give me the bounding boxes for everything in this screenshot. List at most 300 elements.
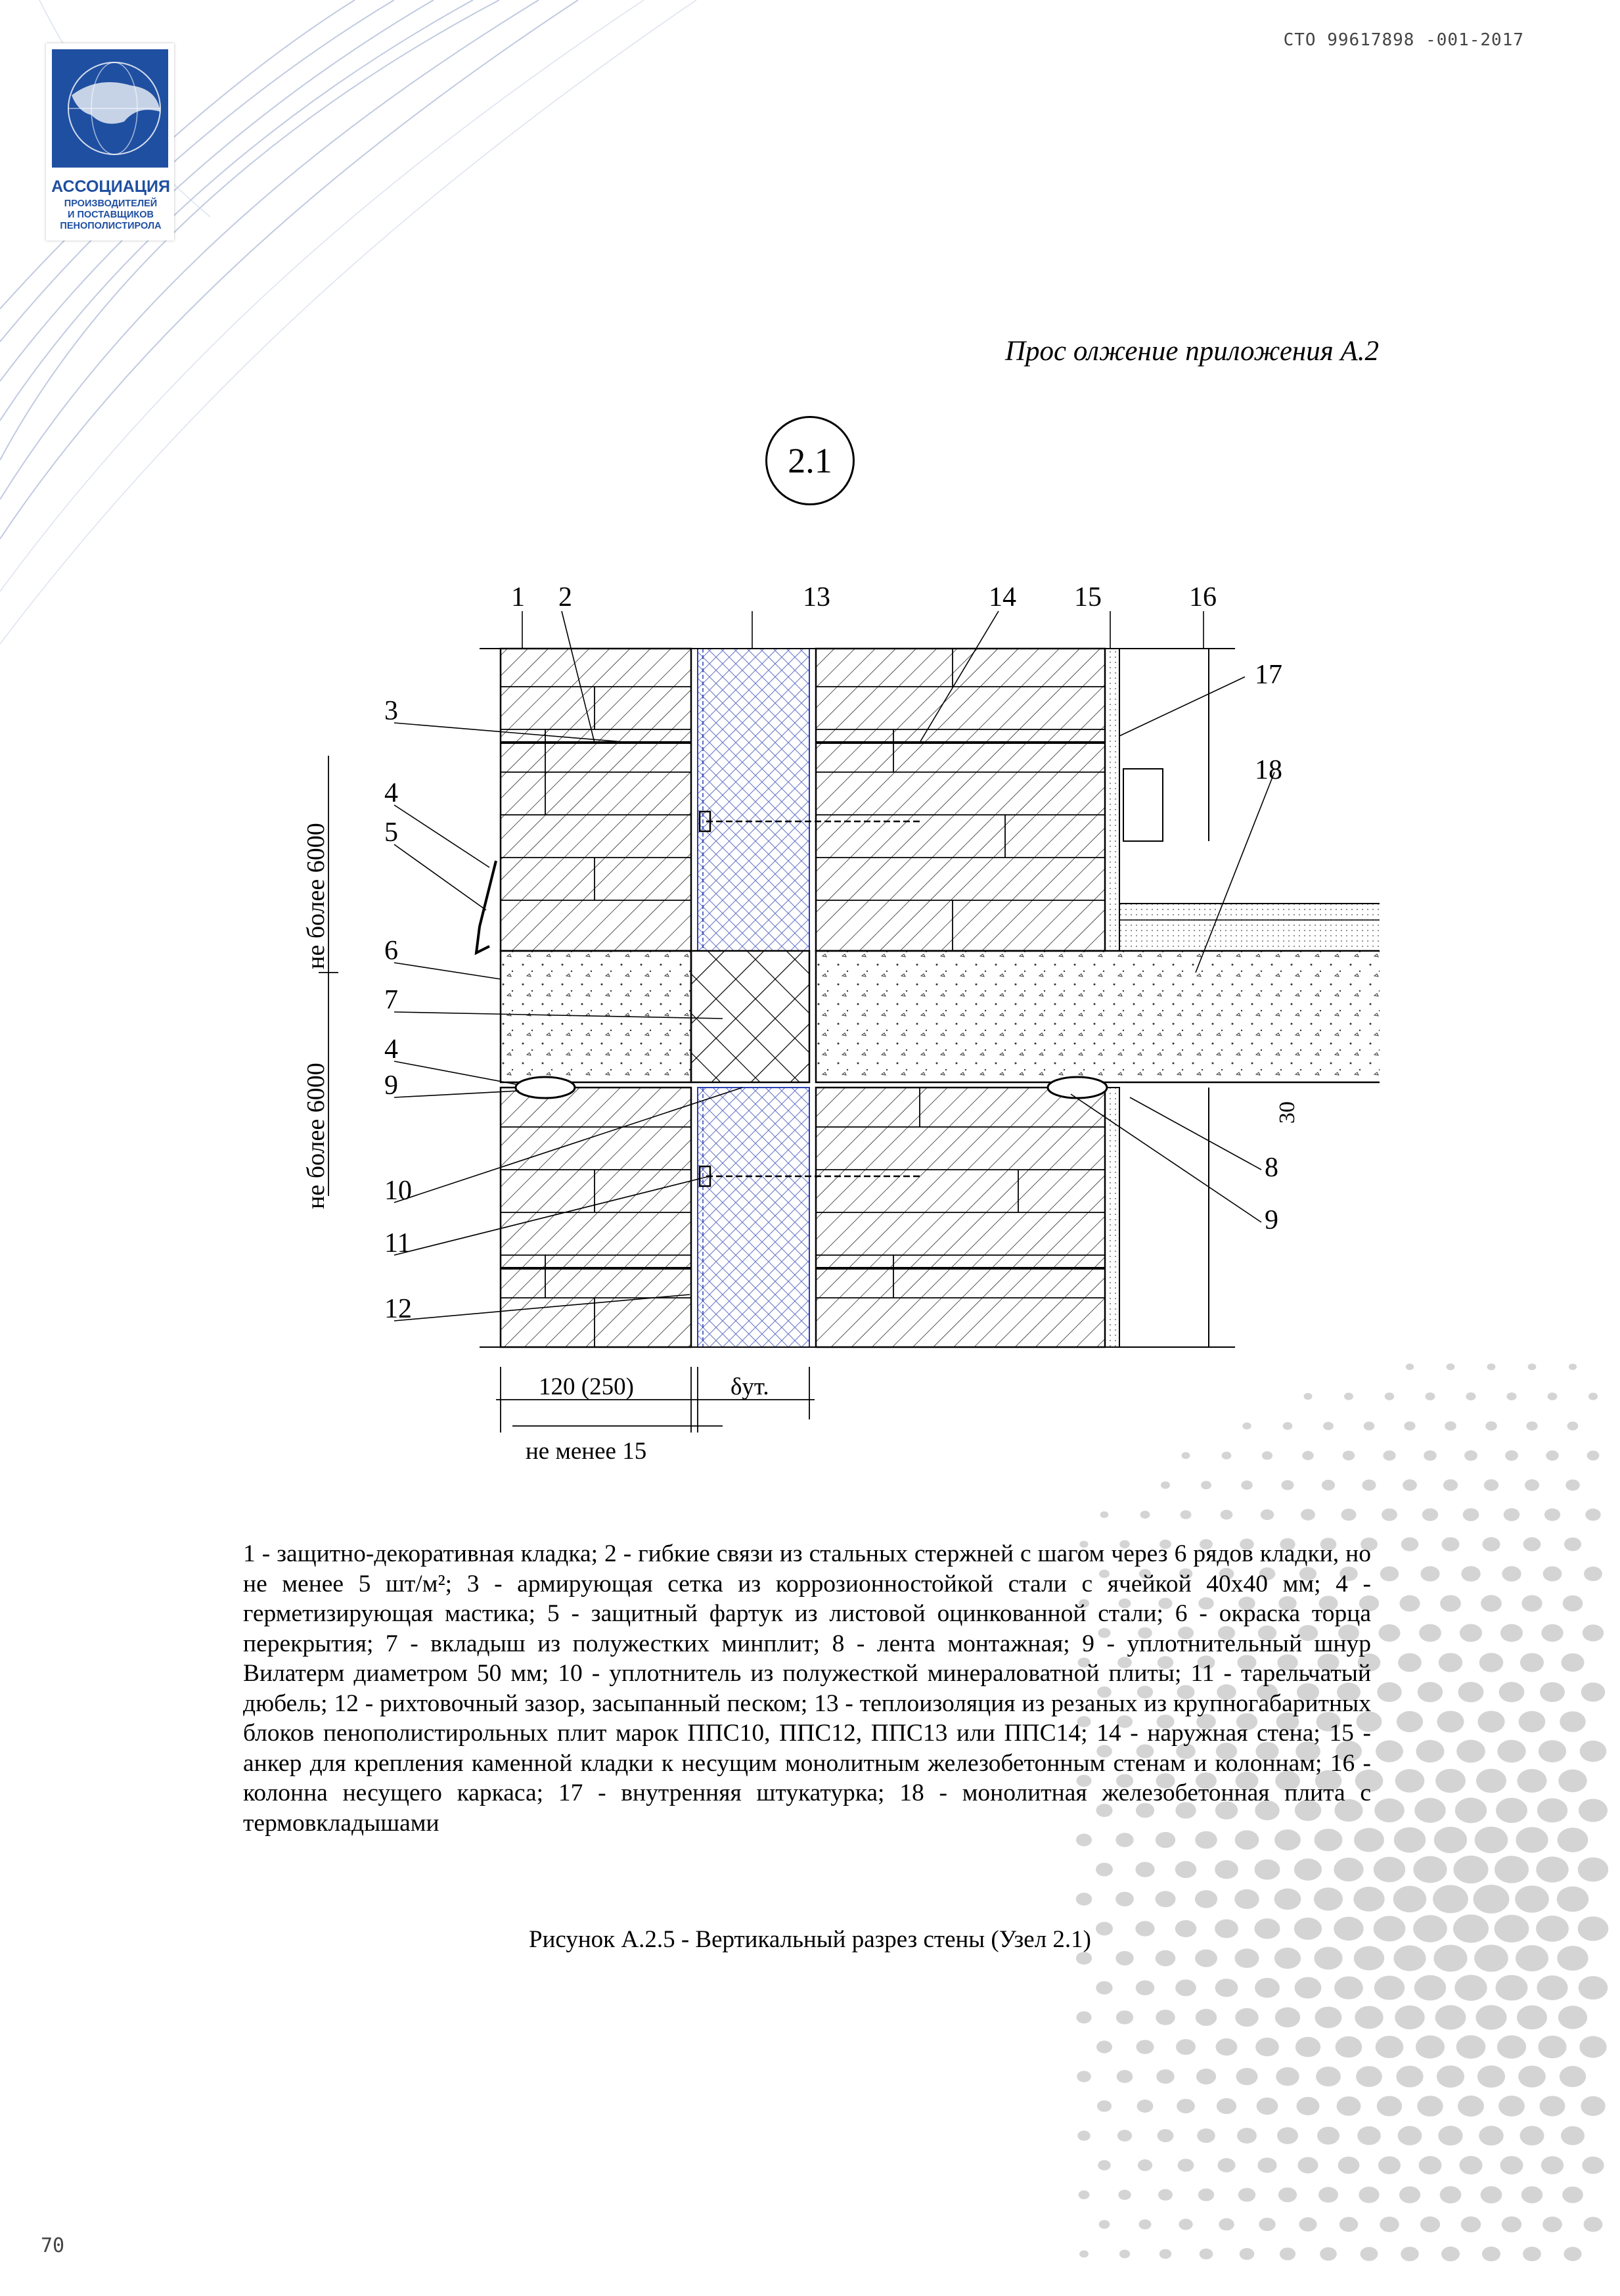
- decor-dot: [1463, 1508, 1479, 1521]
- decor-dot: [1257, 2157, 1276, 2172]
- decor-dot: [1383, 1450, 1395, 1460]
- decor-dot: [1546, 1450, 1558, 1461]
- decor-dot: [1322, 1480, 1335, 1490]
- decor-dot: [1355, 2006, 1383, 2029]
- page-number: 70: [41, 2234, 65, 2257]
- callout-14: 14: [989, 582, 1016, 612]
- decor-dot: [1117, 2130, 1132, 2142]
- decor-dot: [1537, 1798, 1567, 1822]
- dim-masonry: 120 (250): [539, 1373, 634, 1400]
- decor-dot: [1401, 2247, 1419, 2261]
- decor-dot: [1097, 2100, 1112, 2112]
- decor-dot: [1200, 2249, 1213, 2259]
- seal-cord-icon: [1048, 1077, 1107, 1098]
- decor-dot: [1541, 2156, 1564, 2174]
- decor-dot: [1099, 2220, 1110, 2228]
- decor-dot: [1261, 1509, 1274, 1520]
- decor-dot: [1519, 1711, 1546, 1733]
- decor-dot: [1337, 2096, 1361, 2116]
- dim-30: 30: [1275, 1101, 1299, 1124]
- decor-dot: [1301, 1509, 1315, 1520]
- decor-dot: [1195, 1890, 1217, 1908]
- decor-dot: [1560, 1711, 1585, 1732]
- logo-title: АССОЦИАЦИЯ: [51, 177, 170, 196]
- decor-dot: [1140, 1511, 1150, 1519]
- skirting: [1123, 769, 1163, 841]
- decor-dot: [1399, 2186, 1420, 2203]
- node-label: 2.1: [765, 416, 855, 505]
- decor-dot: [1557, 1887, 1588, 1912]
- decor-dot: [1442, 1537, 1460, 1551]
- decor-dot: [1236, 2068, 1258, 2085]
- decor-dot: [1538, 2036, 1566, 2059]
- callout-6: 6: [384, 936, 398, 966]
- inner-plaster: [1105, 649, 1119, 951]
- decor-dot: [1274, 1889, 1301, 1910]
- wall-section-drawing: [263, 545, 1380, 1479]
- decor-dot: [1179, 2218, 1192, 2230]
- decor-dot: [1505, 1450, 1518, 1461]
- decor-dot: [1581, 1682, 1606, 1701]
- decor-dot: [1517, 2006, 1547, 2030]
- decor-dot: [1336, 2036, 1362, 2058]
- decor-dot: [1136, 1981, 1155, 1996]
- decor-dot: [1175, 1979, 1196, 1996]
- decor-dot: [1543, 1566, 1562, 1581]
- decor-dot: [1561, 2126, 1585, 2146]
- decor-dot: [1119, 2249, 1130, 2258]
- decor-dot: [1398, 1653, 1422, 1672]
- decor-dot: [1502, 1566, 1521, 1581]
- callout-10: 10: [384, 1176, 412, 1206]
- decor-dot: [1497, 1740, 1525, 1763]
- decor-dot: [1416, 2035, 1445, 2058]
- decor-dot: [1115, 1892, 1134, 1906]
- decor-dot: [1399, 1596, 1420, 1612]
- decor-dot: [1565, 1479, 1579, 1490]
- decor-dot: [1397, 1711, 1423, 1732]
- decor-dot: [1201, 1481, 1211, 1490]
- decor-dot: [1498, 2096, 1525, 2117]
- decor-dot: [1401, 1537, 1419, 1551]
- callout-15: 15: [1074, 582, 1102, 612]
- decor-dot: [1526, 1421, 1537, 1431]
- decor-dot: [1116, 2010, 1133, 2024]
- decor-dot: [1377, 1682, 1401, 1702]
- decor-dot: [1096, 1863, 1113, 1877]
- decor-dot: [1579, 1976, 1608, 2000]
- figure-caption: Рисунок А.2.5 - Вертикальный разрез стены (Узел 2.1): [529, 1926, 1091, 1953]
- decor-dot: [1419, 1624, 1441, 1642]
- decor-dot: [1561, 1653, 1584, 1672]
- decor-dot: [1241, 1481, 1253, 1490]
- decor-dot: [1395, 1769, 1425, 1793]
- decor-dot: [1459, 2156, 1482, 2174]
- decor-dot: [1500, 2156, 1523, 2174]
- decor-dot: [1334, 1858, 1363, 1881]
- decor-dot: [1485, 1421, 1497, 1431]
- decor-dot: [1441, 2247, 1460, 2261]
- decor-dot: [1435, 1769, 1466, 1793]
- decor-dot: [1314, 1887, 1343, 1910]
- globe-icon: [52, 49, 168, 168]
- decor-dot: [1178, 2159, 1194, 2172]
- dim-height-label-1: не более 6000: [302, 823, 330, 969]
- decor-dot: [1464, 1450, 1477, 1461]
- callout-8: 8: [1265, 1153, 1278, 1183]
- mineral-insert: [691, 951, 809, 1082]
- decor-dot: [1118, 2190, 1131, 2200]
- callout-4: 4: [384, 778, 398, 808]
- decor-dot: [1481, 2186, 1502, 2203]
- decor-dot: [1175, 1861, 1196, 1878]
- decor-dot: [1341, 1509, 1356, 1521]
- decor-dot: [1587, 1450, 1600, 1460]
- decor-dot: [1079, 2190, 1090, 2199]
- decor-dot: [1320, 2247, 1337, 2261]
- decor-dot: [1219, 2218, 1234, 2231]
- decor-dot: [1380, 1567, 1399, 1582]
- decor-dot: [1158, 2189, 1173, 2201]
- decor-dot: [1542, 2216, 1562, 2232]
- decor-dot: [1077, 2071, 1091, 2082]
- decor-dot: [1484, 1479, 1498, 1491]
- decor-dot: [1353, 1887, 1384, 1912]
- decor-dot: [1406, 1364, 1414, 1370]
- decor-dot: [1299, 2217, 1316, 2232]
- decor-dot: [1277, 2127, 1298, 2144]
- dim-height-label-2: не более 6000: [302, 1063, 330, 1209]
- decor-dot: [1461, 1566, 1480, 1582]
- decor-dot: [1453, 1856, 1488, 1883]
- decor-dot: [1374, 1799, 1405, 1822]
- decor-dot: [1378, 2156, 1401, 2174]
- decor-dot: [1495, 1856, 1529, 1883]
- callout-13: 13: [803, 582, 830, 612]
- decor-dot: [1548, 1392, 1558, 1400]
- callout-7: 7: [384, 985, 398, 1015]
- decor-dot: [1403, 1479, 1417, 1490]
- callout-1: 1: [511, 582, 525, 612]
- decor-dot: [1217, 2098, 1236, 2114]
- decor-dot: [1259, 2218, 1275, 2231]
- decor-dot: [1517, 1769, 1546, 1793]
- dim-insulation: δут.: [731, 1373, 769, 1400]
- logo-subtitle-3: ПЕНОПОЛИСТИРОЛА: [60, 221, 162, 231]
- decor-dot: [1434, 1827, 1467, 1853]
- decor-dot: [1221, 1509, 1233, 1519]
- decor-dot: [1541, 1624, 1563, 1642]
- decor-dot: [1317, 2126, 1339, 2144]
- decor-dot: [1098, 2160, 1111, 2170]
- decor-dot: [1413, 1856, 1447, 1883]
- decor-dot: [1196, 2069, 1216, 2084]
- decor-dot: [1257, 2098, 1278, 2115]
- decor-dot: [1339, 2217, 1358, 2232]
- decor-dot: [1500, 1624, 1523, 1642]
- decor-dot: [1482, 1537, 1500, 1551]
- decor-dot: [1295, 2037, 1320, 2057]
- decor-dot: [1540, 2096, 1565, 2116]
- decor-dot: [1318, 2187, 1338, 2203]
- callout-2: 2: [558, 582, 572, 612]
- decor-dot: [1237, 2128, 1257, 2144]
- inner-plaster-lower: [1105, 1088, 1119, 1347]
- decor-dot: [1440, 1595, 1461, 1611]
- callout-16: 16: [1189, 582, 1217, 612]
- floor-finish: [1119, 904, 1380, 951]
- decor-dot: [1362, 1480, 1376, 1491]
- standard-code: СТО 99617898 -001-2017: [1283, 30, 1524, 50]
- decor-dot: [1096, 2040, 1112, 2053]
- decor-dot: [1440, 2186, 1462, 2203]
- decor-dot: [1521, 2186, 1542, 2203]
- decor-dot: [1238, 2188, 1255, 2201]
- decor-dot: [1558, 2006, 1587, 2029]
- floor-slab: [816, 951, 1380, 1082]
- decor-dot: [1456, 2035, 1486, 2059]
- decor-dot: [1117, 2070, 1133, 2083]
- decor-dot: [1418, 1682, 1443, 1703]
- decor-dot: [1425, 1392, 1435, 1400]
- decor-dot: [1338, 2157, 1360, 2174]
- decor-dot: [1398, 2126, 1422, 2145]
- decor-dot: [1479, 1653, 1503, 1672]
- decor-dot: [1578, 1857, 1608, 1881]
- decor-dot: [1579, 1799, 1608, 1822]
- decor-dot: [1414, 1975, 1446, 2001]
- decor-dot: [1497, 2035, 1526, 2058]
- callout-11: 11: [384, 1228, 411, 1258]
- decor-dot: [1558, 1827, 1588, 1852]
- decor-dot: [1176, 2039, 1196, 2055]
- decor-dot: [1096, 1981, 1112, 1994]
- decor-dot: [1377, 2096, 1402, 2117]
- decor-dot: [1255, 1978, 1280, 1998]
- decor-dot: [1138, 2219, 1151, 2229]
- decor-dot: [1583, 1624, 1604, 1642]
- appendix-title: Прос олжение приложения А.2: [1004, 336, 1379, 367]
- decor-dot: [1475, 1827, 1508, 1854]
- decor-dot: [1499, 1682, 1525, 1703]
- decor-dot: [1100, 1511, 1109, 1518]
- decor-dot: [1294, 1858, 1322, 1881]
- decor-dot: [1525, 1479, 1539, 1491]
- decor-dot: [1414, 1798, 1445, 1823]
- dim-gap: не менее 15: [526, 1438, 647, 1465]
- decor-dot: [1334, 1977, 1363, 2000]
- decor-dot: [1156, 1891, 1176, 1908]
- decor-dot: [1437, 1711, 1464, 1733]
- decor-dot: [1584, 1567, 1602, 1581]
- decor-dot: [1135, 1862, 1154, 1877]
- decor-dot: [1417, 2096, 1443, 2117]
- decor-dot: [1395, 2006, 1425, 2029]
- callout-18: 18: [1255, 755, 1282, 785]
- apron: [476, 861, 496, 953]
- decor-dot: [1528, 1364, 1537, 1370]
- decor-dot: [1519, 2126, 1544, 2146]
- decor-dot: [1382, 1508, 1397, 1521]
- decor-dot: [1537, 1975, 1567, 2000]
- decor-dot: [1585, 1509, 1600, 1521]
- decor-dot: [1515, 1885, 1549, 1912]
- decor-dot: [1255, 2038, 1279, 2057]
- decor-dot: [1376, 1740, 1403, 1762]
- seal-cord-icon: [516, 1077, 575, 1098]
- decor-dot: [1439, 1653, 1462, 1672]
- decor-dot: [1181, 1510, 1192, 1519]
- decor-dot: [1297, 2157, 1318, 2174]
- callout-4b: 4: [384, 1034, 398, 1065]
- decor-dot: [1356, 2066, 1382, 2087]
- decor-dot: [1461, 2216, 1481, 2232]
- decor-dot: [1445, 1421, 1456, 1431]
- decor-dot: [1240, 2248, 1255, 2260]
- callout-5: 5: [384, 817, 398, 848]
- decor-dot: [1479, 2126, 1504, 2146]
- legend-text: 1 - защитно-декоративная кладка; 2 - гибкие связи из стальных стержней с шагом через 6 рядов кладки, но не менее 5 шт/м²; 3 - армирующая сетка из коррозионностойкой стали с ячейкой 40х40 мм; 4 - герметизирующая мастика; 5 - защитный фартук из листовой оцинкованной стали; 6 - окраска торца перекрытия; 7 - вкладыш из полужестких минплит; 8 - лента монтажная; 9 - уплотнительный шнур Вилатерм диаметром 50 мм; 10 - уплотнитель из полужесткой минераловатной плиты; 11 - тарельчатый дюбель; 12 - рихтовочный зазор, засыпанный песком; 13 - теплоизоляция из резаных из крупногабаритных блоков пенополистирольных плит марок ППС10, ППС12, ППС13 или ППС14; 14 - наружная стена; 15 - анкер для крепления каменной кладки к несущим монолитным железобетонным стенам и колоннам; 16 - колонна несущего каркаса; 17 - внутренняя штукатурка; 18 - монолитная железобетонная плита с термовкладышами: [243, 1540, 1371, 1837]
- logo-subtitle-1: ПРОИЗВОДИТЕЛЕЙ: [64, 198, 158, 209]
- decor-dot: [1419, 2156, 1442, 2174]
- decor-dot: [1394, 1827, 1426, 1853]
- decor-dot: [1580, 1741, 1607, 1762]
- decor-dot: [1359, 2187, 1379, 2203]
- decor-dot: [1518, 2065, 1546, 2087]
- decor-dot: [1496, 1975, 1528, 2000]
- decor-dot: [1156, 2009, 1175, 2025]
- decor-dot: [1076, 1893, 1092, 1906]
- decor-dot: [1487, 1364, 1496, 1370]
- decor-dot: [1215, 1979, 1238, 1997]
- decor-dot: [1567, 1421, 1579, 1430]
- decor-dot: [1481, 1595, 1502, 1611]
- decor-dot: [1564, 2247, 1581, 2261]
- decor-dot: [1357, 2126, 1381, 2145]
- decor-dot: [1476, 1769, 1506, 1793]
- decor-dot: [1374, 1975, 1405, 2000]
- decor-dot: [1235, 2008, 1258, 2027]
- decor-dot: [1544, 1508, 1560, 1521]
- decor-dot: [1466, 1392, 1475, 1400]
- decor-dot: [1234, 1889, 1259, 1909]
- decor-dot: [1443, 1479, 1458, 1491]
- decor-dot: [1158, 2129, 1174, 2142]
- decor-dot: [1563, 1596, 1583, 1612]
- decor-dot: [1136, 2040, 1154, 2054]
- decor-dot: [1582, 2157, 1604, 2174]
- decor-dot: [1281, 1480, 1294, 1490]
- decor-dot: [1506, 1392, 1516, 1400]
- callout-12: 12: [384, 1294, 412, 1324]
- decor-dot: [1280, 2247, 1295, 2260]
- decor-dot: [1579, 2036, 1606, 2057]
- callout-17: 17: [1255, 660, 1282, 690]
- decor-dot: [1215, 1860, 1238, 1879]
- decor-dot: [1437, 2065, 1464, 2088]
- decor-dot: [1569, 1364, 1577, 1370]
- decor-dot: [1521, 1595, 1542, 1611]
- decor-dot: [1562, 2186, 1583, 2203]
- decor-dot: [1161, 1481, 1170, 1488]
- decor-dot: [1523, 1537, 1541, 1551]
- decor-dot: [1516, 1827, 1548, 1852]
- decor-dot: [1476, 2005, 1507, 2030]
- decor-dot: [1276, 2067, 1299, 2086]
- decor-dot: [1560, 2066, 1586, 2087]
- decor-dot: [1376, 2036, 1404, 2058]
- decor-dot: [1275, 2008, 1300, 2028]
- decor-dot: [1137, 2100, 1154, 2113]
- decor-dot: [1198, 2188, 1214, 2201]
- decor-dot: [1435, 2005, 1466, 2029]
- decor-dot: [1159, 2249, 1172, 2259]
- decor-dot: [1316, 2067, 1341, 2086]
- decor-dot: [1458, 2096, 1484, 2117]
- decor-dot: [1076, 1952, 1092, 1964]
- decor-dot: [1297, 2097, 1320, 2115]
- decor-dot: [1255, 1859, 1280, 1879]
- decor-dot: [1588, 1392, 1598, 1400]
- slab-edge: [501, 951, 691, 1082]
- decor-dot: [1374, 1857, 1405, 1883]
- decor-dot: [1416, 1740, 1444, 1762]
- association-logo: [46, 43, 174, 241]
- decor-dot: [1520, 1653, 1544, 1672]
- decor-dot: [1361, 2247, 1378, 2261]
- callout-9: 9: [384, 1070, 398, 1101]
- decor-dot: [1393, 1886, 1427, 1912]
- decor-dot: [1380, 2216, 1399, 2232]
- decor-dot: [1315, 2007, 1341, 2029]
- decor-dot: [1474, 1885, 1510, 1914]
- decor-dot: [1404, 1421, 1415, 1431]
- decor-dot: [1564, 1538, 1581, 1551]
- decor-dot: [1460, 1624, 1482, 1642]
- callout-3: 3: [384, 696, 398, 726]
- logo-subtitle-2: И ПОСТАВЩИКОВ: [68, 210, 154, 220]
- decor-dot: [1584, 2216, 1603, 2232]
- decor-dot: [1378, 1624, 1400, 1642]
- decor-dot: [1396, 2065, 1423, 2087]
- decor-dot: [1177, 2099, 1195, 2113]
- decor-dot: [1422, 1508, 1438, 1521]
- decor-dot: [1458, 1682, 1484, 1702]
- decor-dot: [1539, 1740, 1566, 1762]
- decor-dot: [1079, 2250, 1089, 2257]
- decor-dot: [1581, 2096, 1605, 2116]
- decor-dot: [1455, 1798, 1487, 1824]
- decor-dot: [1420, 1566, 1439, 1581]
- decor-dot: [1523, 2247, 1541, 2261]
- decor-dot: [1216, 2038, 1238, 2055]
- decor-dot: [1454, 1975, 1487, 2001]
- decor-dot: [1385, 1392, 1395, 1400]
- decor-dot: [1496, 1798, 1527, 1823]
- decor-dot: [1420, 2216, 1440, 2232]
- decor-dot: [1196, 2009, 1217, 2026]
- decor-dot: [1558, 1770, 1586, 1793]
- decor-dot: [1197, 2128, 1215, 2143]
- decor-dot: [1477, 2065, 1505, 2088]
- decor-dot: [1217, 2158, 1235, 2172]
- decor-dot: [1504, 1508, 1520, 1521]
- decor-dot: [1477, 1711, 1504, 1733]
- decor-dot: [1433, 1885, 1468, 1914]
- decor-dot: [1456, 1740, 1485, 1763]
- decor-dot: [1540, 1682, 1565, 1702]
- decor-dot: [1076, 2011, 1091, 2024]
